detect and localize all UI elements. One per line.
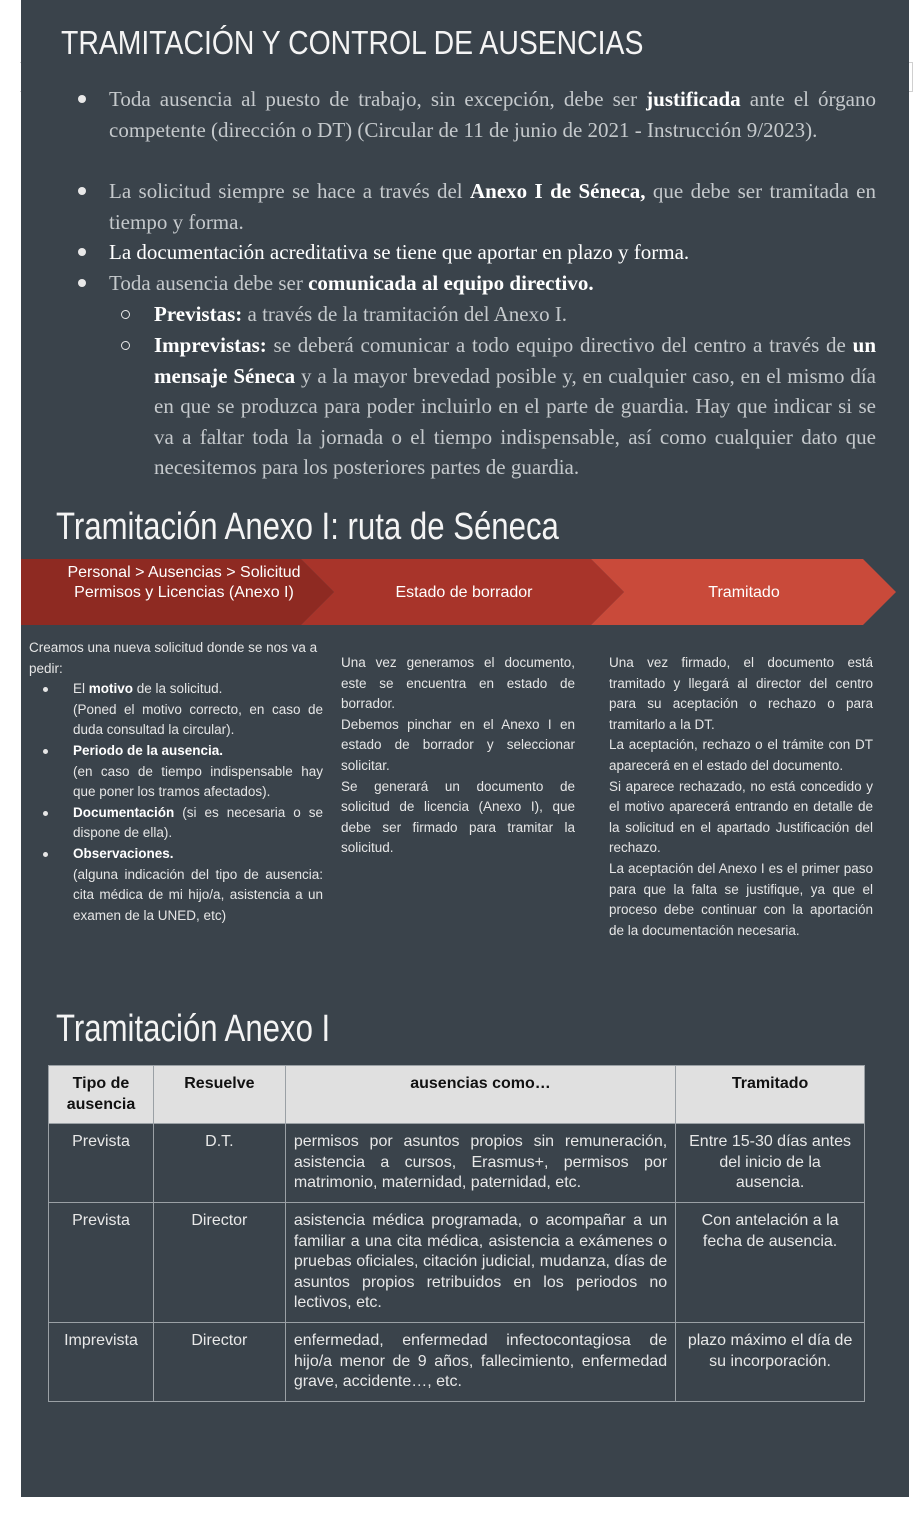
column-paragraph: Debemos pinchar en el Anexo I en estado de borrador y seleccionar solicitar.: [341, 716, 575, 773]
item-text: (si es necesaria o se dispone de ella).: [73, 804, 323, 841]
table-header-row: [49, 1066, 865, 1124]
step-1-label: Personal > Ausencias > Solicitud Permisos y Licencias (Anexo I): [67, 564, 301, 601]
cell-tipo: Prevista: [49, 1124, 154, 1203]
cell-tramitado: plazo máximo el día de su incorporación.: [676, 1322, 865, 1401]
bullet-text: Toda ausencia debe ser: [109, 271, 309, 295]
bullet-dot: [78, 187, 86, 195]
item-bold: motivo: [88, 681, 134, 697]
item-note: (alguna indicación del tipo de ausencia: cita médica de mi hijo/a, asistencia a un examen de la UNED, etc): [73, 866, 323, 923]
column-crear-solicitud: [29, 638, 323, 926]
header-tipo: Tipo de ausencia: [49, 1066, 154, 1124]
column-paragraph: La aceptación, rechazo o el trámite con DT aparecerá en el estado del documento.: [609, 737, 873, 773]
section-title-tabla: Tramitación Anexo I: [56, 1008, 331, 1050]
sub-bullet-bold: un mensaje Séneca: [154, 333, 876, 388]
ausencias-table-wrap: [48, 1065, 865, 1402]
sub-bullet-text: se deberá comunicar a todo equipo directivo del centro a través de: [266, 333, 853, 357]
bullet-text: La documentación acreditativa se tiene que aportar en plazo y forma.: [109, 240, 690, 264]
cell-tramitado: Con antelación a la fecha de ausencia.: [676, 1202, 865, 1322]
bullet-bold: Anexo I de Séneca,: [470, 179, 646, 203]
sub-bullet-text: a través de la tramitación del Anexo I.: [242, 302, 568, 326]
bullet-comunicada: [109, 268, 876, 299]
cell-resuelve: Director: [153, 1202, 285, 1322]
document-panel: [21, 0, 909, 1497]
cell-ausencias: permisos por asuntos propios sin remuneración, asistencia a cursos, Erasmus+, permisos por matrimonio, maternidad, paternidad, etc.: [285, 1124, 675, 1203]
bullet-justificada: [109, 84, 876, 145]
column-paragraph: Una vez generamos el documento, este se encuentra en estado de borrador.: [341, 655, 575, 712]
item-bold: Periodo de la ausencia.: [73, 742, 224, 758]
field-list: [29, 679, 323, 926]
section-title-ausencias: TRAMITACIÓN Y CONTROL DE AUSENCIAS: [61, 24, 644, 61]
cell-ausencias: enfermedad, enfermedad infectocontagiosa de hijo/a menor de 9 años, fallecimiento, enfermedad grave, accidente…, etc.: [285, 1322, 675, 1401]
bullet-text: que debe ser tramitada en tiempo y forma.: [109, 179, 876, 234]
step-3-label: Tramitado: [708, 584, 780, 601]
list-item: [29, 803, 323, 844]
header-ausencias: ausencias como…: [285, 1066, 675, 1124]
bullet-dot: [78, 248, 86, 256]
table-row: [49, 1124, 865, 1203]
cell-resuelve: Director: [153, 1322, 285, 1401]
sub-bullet-text: y a la mayor brevedad posible y, en cualquier caso, en el mismo día en que se produzca para poder incluirlo en el parte de guardia. Hay que indicar si se va a faltar toda la jornada o el tiempo indispensable, así como cualquier dato que necesitemos para los posteriores partes de guardia.: [154, 363, 876, 479]
column-intro: Creamos una nueva solicitud donde se nos va a pedir:: [29, 640, 318, 676]
cell-resuelve: D.T.: [153, 1124, 285, 1203]
cell-tipo: Prevista: [49, 1202, 154, 1322]
item-bold: Documentación: [73, 804, 175, 820]
item-note: (en caso de tiempo indispensable hay que poner los tramos afectados).: [73, 763, 323, 800]
table-row: [49, 1322, 865, 1401]
table-row: [49, 1202, 865, 1322]
bullet-bold: comunicada al equipo directivo.: [308, 271, 594, 295]
column-paragraph: Si aparece rechazado, no está concedido y el motivo aparecerá entrando en detalle de la solicitud en el apartado Justificación del rechazo.: [609, 778, 873, 856]
bullet-text: Toda ausencia al puesto de trabajo, sin excepción, debe ser: [109, 87, 647, 111]
list-item: [29, 844, 323, 926]
item-text: de la solicitud.: [133, 681, 223, 697]
item-text: El: [73, 681, 89, 697]
bullet-documentacion: [109, 237, 876, 268]
sub-bullet-ring: [121, 310, 130, 319]
sub-bullet-imprevistas: [154, 330, 876, 483]
bullet-text: ante el órgano competente (dirección o DT) (Circular de 11 de junio de 2021 - Instrucción 9/2023).: [109, 87, 876, 142]
column-tramitado: [609, 653, 873, 941]
cell-tramitado: Entre 15-30 días antes del inicio de la ausencia.: [676, 1124, 865, 1203]
item-bold: Observaciones.: [73, 845, 174, 861]
column-borrador: [341, 653, 575, 859]
sub-bullet-bold: Previstas:: [154, 302, 243, 326]
section-title-ruta: Tramitación Anexo I: ruta de Séneca: [56, 506, 559, 548]
bullet-anexo: [109, 176, 876, 237]
list-item: [29, 679, 323, 741]
cell-ausencias: asistencia médica programada, o acompañar a un familiar a una cita médica, asistencia a exámenes o pruebas oficiales, citación judicial, mudanza, días de asuntos propios retribuidos en los periodos no lectivos, etc.: [285, 1202, 675, 1322]
column-paragraph: La aceptación del Anexo I es el primer paso para que la falta se justifique, ya que el proceso debe continuar con la aportación de la documentación necesaria.: [609, 860, 873, 938]
cell-tipo: Imprevista: [49, 1322, 154, 1401]
column-paragraph: Se generará un documento de solicitud de licencia (Anexo I), que debe ser firmado para tramitar la solicitud.: [341, 778, 575, 856]
bullet-bold: justificada: [646, 87, 741, 111]
header-resuelve: Resuelve: [153, 1066, 285, 1124]
bullet-text: La solicitud siempre se hace a través del: [109, 179, 471, 203]
sub-bullet-bold: Imprevistas:: [154, 333, 267, 357]
item-note: (Poned el motivo correcto, en caso de duda consultad la circular).: [73, 701, 323, 738]
bullet-dot: [78, 95, 86, 103]
bullet-dot: [78, 279, 86, 287]
step-2-label: Estado de borrador: [395, 584, 533, 601]
list-item: [29, 741, 323, 803]
sub-bullet-previstas: [154, 299, 876, 330]
column-paragraph: Una vez firmado, el documento está tramitado y llegará al director del centro para su aceptación o rechazo o para tramitarlo a la DT.: [609, 655, 873, 732]
sub-bullet-ring: [121, 341, 130, 350]
header-tramitado: Tramitado: [676, 1066, 865, 1124]
ausencias-table: [48, 1065, 865, 1402]
